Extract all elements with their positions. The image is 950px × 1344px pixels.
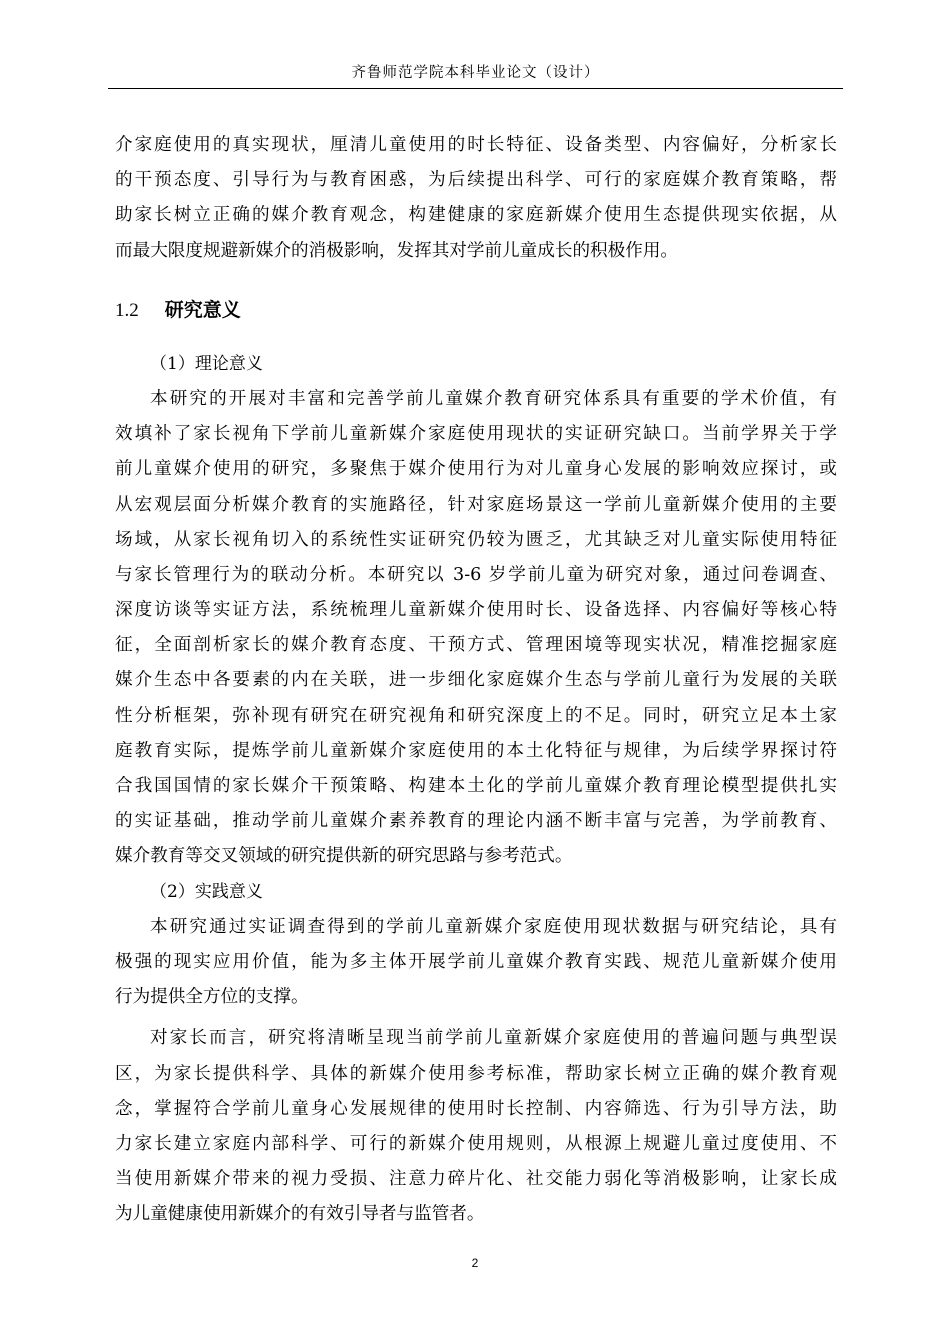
text-line: 行为提供全方位的支撑。: [115, 987, 309, 1008]
text-line: 深度访谈等实证方法，系统梳理儿童新媒介使用时长、设备选择、内容偏好等核心特: [115, 600, 837, 621]
subheading-practice: （2）实践意义: [150, 881, 263, 902]
text-line: 为儿童健康使用新媒介的有效引导者与监管者。: [115, 1204, 485, 1225]
page-header: [108, 58, 843, 89]
text-line: 前儿童媒介使用的研究，多聚焦于媒介使用行为对儿童身心发展的影响效应探讨，或: [115, 459, 837, 480]
text-line: 力家长建立家庭内部科学、可行的新媒介使用规则，从根源上规避儿童过度使用、不: [115, 1133, 837, 1154]
text-line: 本研究通过实证调查得到的学前儿童新媒介家庭使用现状数据与研究结论，具有: [150, 916, 837, 937]
theory-paragraph: [115, 382, 837, 875]
text-line: 与家长管理行为的联动分析。本研究以 3-6 岁学前儿童为研究对象，通过问卷调查、: [115, 564, 837, 585]
practice-paragraph-1: [115, 910, 837, 1016]
text-line: 极强的现实应用价值，能为多主体开展学前儿童媒介教育实践、规范儿童新媒介使用: [115, 951, 837, 972]
subheading-theory: （1）理论意义: [150, 353, 263, 374]
text-line: 介家庭使用的真实现状，厘清儿童使用的时长特征、设备类型、内容偏好，分析家长: [115, 135, 837, 155]
header-title: 齐鲁师范学院本科毕业论文（设计）: [351, 65, 600, 81]
text-line: 效填补了家长视角下学前儿童新媒介家庭使用现状的实证研究缺口。当前学界关于学: [115, 424, 837, 445]
page-number: 2: [471, 1256, 479, 1270]
text-line: 助家长树立正确的媒介教育观念，构建健康的家庭新媒介使用生态提供现实依据，从: [115, 205, 837, 226]
text-line: 媒介教育等交叉领域的研究提供新的研究思路与参考范式。: [115, 846, 573, 867]
text-line: 性分析框架，弥补现有研究在研究视角和研究深度上的不足。同时，研究立足本土家: [115, 705, 837, 726]
section-heading: [115, 295, 837, 325]
text-line: 区，为家长提供科学、具体的新媒介使用参考标准，帮助家长树立正确的媒介教育观: [115, 1063, 837, 1084]
text-line: 从宏观层面分析媒介教育的实施路径，针对家庭场景这一学前儿童新媒介使用的主要: [115, 494, 837, 515]
text-line: 庭教育实际，提炼学前儿童新媒介家庭使用的本土化特征与规律，为后续学界探讨符: [115, 740, 837, 761]
text-line: 本研究的开展对丰富和完善学前儿童媒介教育研究体系具有重要的学术价值，有: [150, 388, 837, 409]
text-line: 征，全面剖析家长的媒介教育态度、干预方式、管理困境等现实状况，精准挖掘家庭: [115, 635, 837, 656]
text-line: 对家长而言，研究将清晰呈现当前学前儿童新媒介家庭使用的普遍问题与典型误: [150, 1028, 837, 1049]
text-line: 媒介生态中各要素的内在关联，进一步细化家庭媒介生态与学前儿童行为发展的关联: [115, 670, 837, 691]
document-body: [115, 128, 837, 1232]
section-title: 研究意义: [164, 298, 241, 321]
text-line: 的实证基础，推动学前儿童媒介素养教育的理论内涵不断丰富与完善，为学前教育、: [115, 811, 837, 832]
text-line: 念，掌握符合学前儿童身心发展规律的使用时长控制、内容筛选、行为引导方法，助: [115, 1098, 837, 1119]
text-line: 当使用新媒介带来的视力受损、注意力碎片化、社交能力弱化等消极影响，让家长成: [115, 1169, 837, 1190]
intro-paragraph: [115, 128, 837, 269]
text-line: 合我国国情的家长媒介干预策略、构建本土化的学前儿童媒介教育理论模型提供扎实: [115, 776, 837, 796]
practice-paragraph-2: [115, 1021, 837, 1232]
section-number: 1.2: [115, 299, 139, 321]
text-line: 场域，从家长视角切入的系统性实证研究仍较为匮乏，尤其缺乏对儿童实际使用特征: [115, 529, 837, 550]
text-line: 的干预态度、引导行为与教育困惑，为后续提出科学、可行的家庭媒介教育策略，帮: [115, 170, 837, 191]
text-line: 而最大限度规避新媒介的消极影响，发挥其对学前儿童成长的积极作用。: [115, 240, 679, 261]
